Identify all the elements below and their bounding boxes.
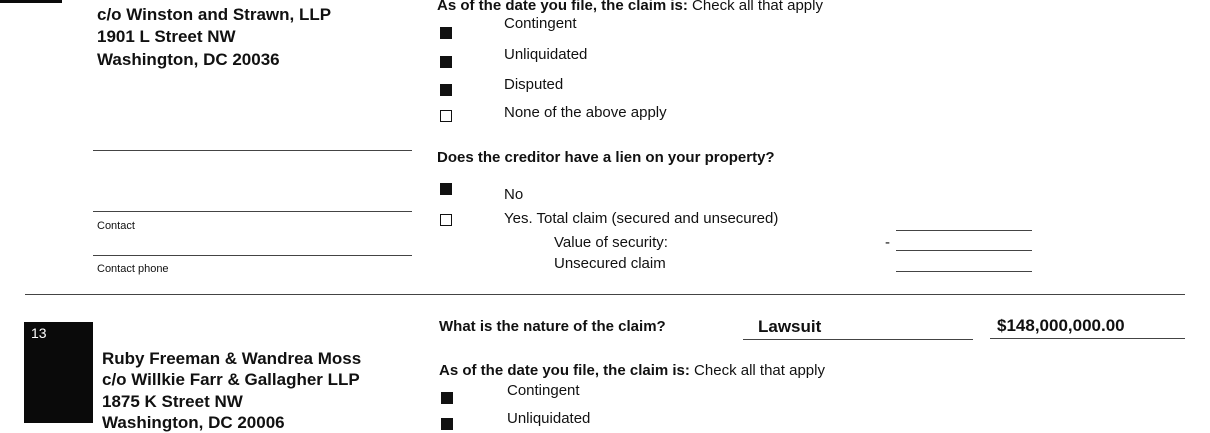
checkbox-contingent[interactable] bbox=[440, 27, 452, 39]
creditor-address-line-1: c/o Winston and Strawn, LLP bbox=[97, 5, 332, 24]
creditor-address-line-3: Washington, DC 20036 bbox=[97, 50, 280, 69]
claim-nature-value: Lawsuit bbox=[758, 317, 822, 336]
claim-amount-field[interactable] bbox=[990, 338, 1185, 339]
lien-question: Does the creditor have a lien on your property? bbox=[437, 149, 775, 166]
claim-amount: $148,000,000.00 bbox=[997, 316, 1125, 335]
creditor-address-line-2: 1901 L Street NW bbox=[97, 27, 236, 46]
lien-no-label: No bbox=[504, 186, 524, 203]
creditor-address-line-3: Washington, DC 20006 bbox=[102, 413, 285, 432]
checkbox-disputed[interactable] bbox=[440, 84, 452, 96]
claim-status-question-hint: Check all that apply bbox=[689, 362, 825, 379]
contact-phone-label: Contact phone bbox=[97, 263, 169, 275]
checkbox-none-apply[interactable] bbox=[440, 110, 452, 122]
claim-status-question-bold: As of the date you file, the claim is: bbox=[437, 0, 688, 14]
entry-number-badge-corner bbox=[0, 0, 62, 3]
option-none-apply-label: None of the above apply bbox=[504, 104, 667, 121]
creditor-field-line[interactable] bbox=[93, 150, 412, 151]
checkbox-lien-no[interactable] bbox=[440, 183, 452, 195]
lien-yes-label: Yes. Total claim (secured and unsecured) bbox=[504, 210, 779, 227]
option-unliquidated-label: Unliquidated bbox=[507, 410, 591, 427]
unsecured-claim-label: Unsecured claim bbox=[554, 255, 666, 272]
creditor-name: Ruby Freeman & Wandrea Moss bbox=[102, 349, 362, 368]
contact-phone-field-line[interactable] bbox=[93, 255, 412, 256]
checkbox-contingent[interactable] bbox=[441, 392, 453, 404]
contact-field-line[interactable] bbox=[93, 211, 412, 212]
value-of-security-field[interactable] bbox=[896, 250, 1032, 251]
section-divider bbox=[25, 294, 1185, 295]
claim-nature-field[interactable] bbox=[743, 339, 973, 340]
minus-sign: - bbox=[885, 234, 890, 251]
entry-number-badge: 13 bbox=[24, 322, 93, 423]
option-disputed-label: Disputed bbox=[504, 76, 564, 93]
unsecured-claim-field[interactable] bbox=[896, 271, 1032, 272]
contact-label: Contact bbox=[97, 220, 135, 232]
claim-status-question-hint: Check all that apply bbox=[687, 0, 823, 14]
claim-status-question-bold: As of the date you file, the claim is: bbox=[439, 362, 690, 379]
creditor-address-line-1: c/o Willkie Farr & Gallagher LLP bbox=[102, 370, 360, 389]
claim-nature-question: What is the nature of the claim? bbox=[439, 318, 666, 335]
claim-status-question bbox=[437, 0, 823, 14]
option-contingent-label: Contingent bbox=[507, 382, 580, 399]
total-claim-field[interactable] bbox=[896, 230, 1032, 231]
claim-status-question bbox=[439, 362, 825, 379]
value-of-security-label: Value of security: bbox=[554, 234, 668, 251]
checkbox-lien-yes[interactable] bbox=[440, 214, 452, 226]
checkbox-unliquidated[interactable] bbox=[440, 56, 452, 68]
option-contingent-label: Contingent bbox=[504, 15, 577, 32]
checkbox-unliquidated[interactable] bbox=[441, 418, 453, 430]
option-unliquidated-label: Unliquidated bbox=[504, 46, 588, 63]
creditor-address-line-2: 1875 K Street NW bbox=[102, 392, 243, 411]
